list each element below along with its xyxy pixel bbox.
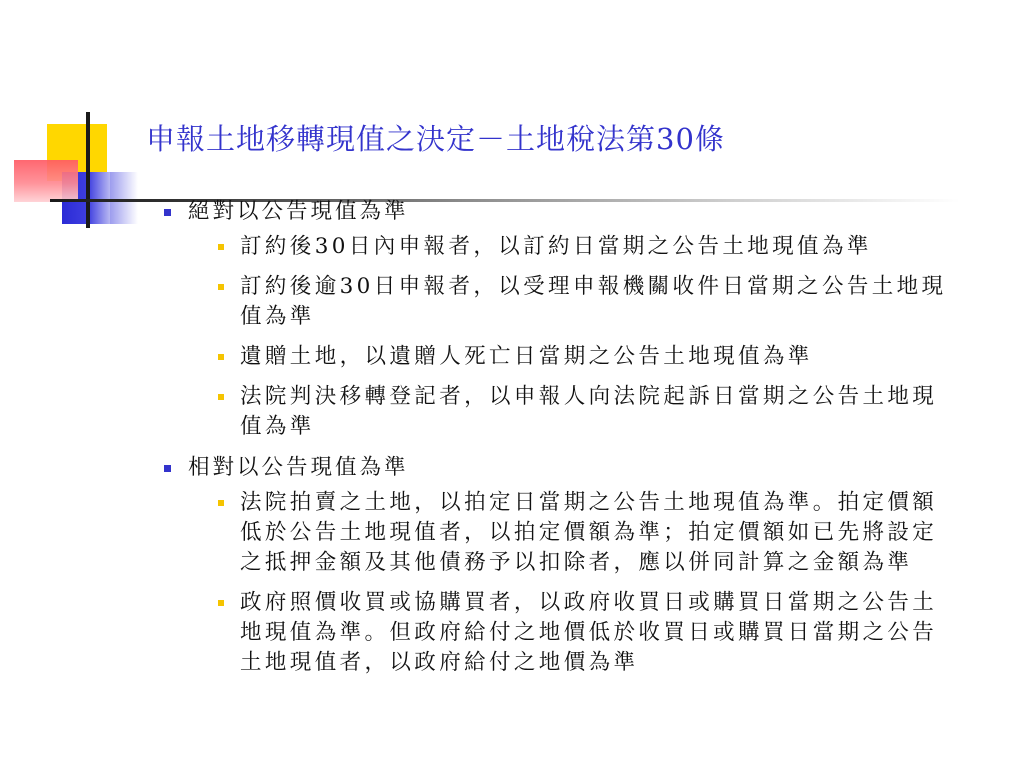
- square-bullet-icon: [164, 465, 171, 472]
- square-bullet-icon: [218, 244, 224, 250]
- square-bullet-icon: [164, 209, 171, 216]
- bullet-text: 遺贈土地，以遺贈人死亡日當期之公告土地現值為準: [240, 344, 813, 369]
- deco-red-block: [14, 160, 78, 202]
- section-absolute: [160, 196, 960, 442]
- bullet-level2: [160, 342, 952, 372]
- deco-blue-fade: [110, 172, 138, 224]
- section-relative: [160, 452, 960, 678]
- square-bullet-icon: [218, 394, 224, 400]
- bullet-level2: [160, 272, 952, 332]
- bullet-level1: [160, 452, 960, 484]
- bullet-text: 訂約後逾30日申報者，以受理申報機關收件日當期之公告土地現值為準: [240, 274, 947, 329]
- section-heading: 相對以公告現值為準: [188, 455, 409, 480]
- bullet-text: 法院拍賣之土地，以拍定日當期之公告土地現值為準。拍定價額低於公告土地現值者，以拍定價額為準；拍定價額如已先將設定之抵押金額及其他債務予以扣除者，應以併同計算之金額為準: [240, 490, 938, 575]
- square-bullet-icon: [218, 600, 224, 606]
- bullet-text: 政府照價收買或協購買者，以政府收買日或購買日當期之公告土地現值為準。但政府給付之地價低於收買日或購買日當期之公告土地現值者，以政府給付之地價為準: [240, 590, 938, 675]
- section-heading: 絕對以公告現值為準: [188, 199, 409, 224]
- bullet-level2: [160, 488, 952, 578]
- square-bullet-icon: [218, 284, 224, 290]
- bullet-text: 法院判決移轉登記者，以申報人向法院起訴日當期之公告土地現值為準: [240, 384, 938, 439]
- square-bullet-icon: [218, 500, 224, 506]
- slide-title: 申報土地移轉現值之決定－土地稅法第30條: [146, 122, 725, 156]
- slide-content: [160, 196, 960, 688]
- deco-vertical-line: [86, 112, 90, 228]
- bullet-level2: [160, 588, 952, 678]
- bullet-level1: [160, 196, 960, 228]
- bullet-level2: [160, 232, 952, 262]
- square-bullet-icon: [218, 354, 224, 360]
- bullet-text: 訂約後30日內申報者，以訂約日當期之公告土地現值為準: [240, 234, 872, 259]
- bullet-level2: [160, 382, 952, 442]
